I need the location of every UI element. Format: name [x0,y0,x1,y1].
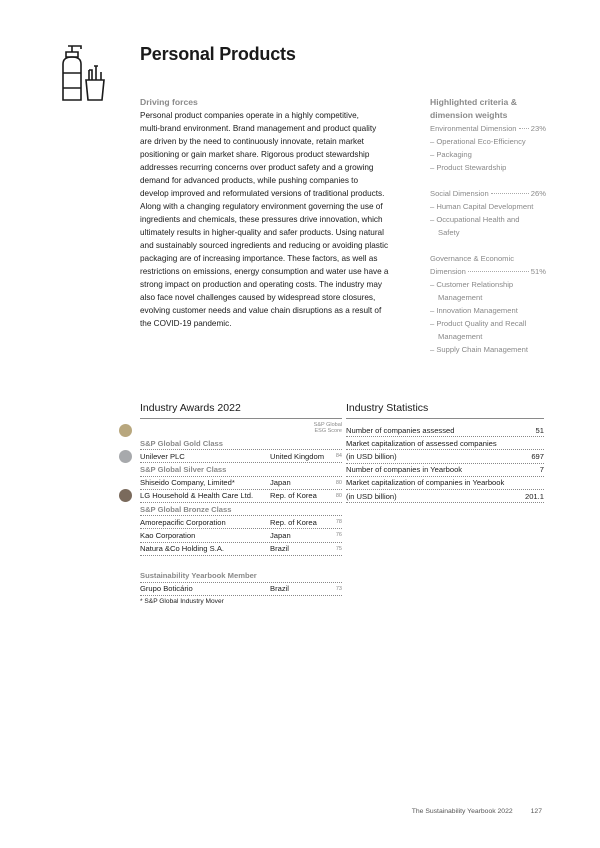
driving-forces-line: Along with a changing regulatory environment governing the use of [140,202,383,211]
award-score: 76 [335,532,342,539]
driving-forces-line: ultimately results in higher-quality and safer products. Using natural [140,228,384,237]
table-row [140,490,342,503]
stat-label: Market capitalization of assessed companies [346,438,497,448]
table-row [346,464,544,477]
driving-forces-line: positioning or gain market share. Rigorous product stewardship [140,150,370,159]
award-country: Rep. of Korea [270,517,317,527]
driving-forces-line: strong impact on production and operating costs. The industry may [140,280,382,289]
env-item: – Operational Eco-Efficiency [430,137,526,146]
gov-item: – Product Quality and Recall [430,319,527,328]
awards-table [140,437,342,596]
award-company: LG Household & Health Care Ltd. [140,491,254,501]
criteria-heading-1: Highlighted criteria & [430,97,517,107]
stat-label: Number of companies assessed [346,425,455,435]
gold-medal-icon [119,424,132,437]
driving-forces-line: and sustainably sourced ingredients and reducing or avoiding plastic [140,241,389,250]
gov-item: – Supply Chain Management [430,345,528,354]
award-score: 73 [335,585,342,592]
award-score: 80 [335,479,342,486]
table-row [140,529,342,542]
soc-item: – Human Capital Development [430,202,534,211]
table-row [346,490,544,503]
criteria-heading-2: dimension weights [430,110,508,120]
statistics-table [346,424,544,503]
award-company: Shiseido Company, Limited* [140,478,235,488]
award-country: Brazil [270,584,289,594]
highlighted-criteria [430,96,546,356]
award-country: Japan [270,478,291,488]
page-number: 127 [530,808,542,815]
table-row [346,437,544,450]
table-row [140,543,342,556]
driving-forces-line: develop improved and reformulated versions of traditional products. [140,189,385,198]
driving-forces-line: demand for advanced products, while pushing companies to [140,176,359,185]
award-company: Kao Corporation [140,530,196,540]
stat-value: 51 [535,425,544,435]
gov-dimension-label-2: Dimension [430,267,466,276]
table-row [140,450,342,463]
award-company: Amorepacific Corporation [140,517,226,527]
yearbook-member-label: Sustainability Yearbook Member [140,570,342,583]
award-company: Grupo Boticário [140,584,193,594]
driving-forces-line: addresses recurring concerns over product safety and a growing [140,163,374,172]
award-company: Unilever PLC [140,451,185,461]
silver-class-label: S&P Global Silver Class [140,463,342,476]
silver-medal-icon [119,450,132,463]
industry-statistics-title: Industry Statistics [346,402,429,414]
soc-dimension-label: Social Dimension [430,189,489,198]
industry-awards-panel [140,402,342,596]
footnote: * S&P Global Industry Mover [140,598,224,605]
soc-item-cont: Safety [438,228,460,237]
driving-forces-section [140,96,418,330]
env-dimension-weight: 23% [530,124,546,133]
driving-forces-body [140,109,418,330]
award-company: Natura &Co Holding S.A. [140,544,224,554]
stat-value: 697 [531,451,544,461]
driving-forces-line: also face novel challenges caused by widespread store closures, [140,293,376,302]
personal-products-icon [50,42,110,104]
stat-label: (in USD billion) [346,491,397,501]
soc-dimension-weight: 26% [530,189,546,198]
table-row [140,477,342,490]
driving-forces-line: the COVID-19 pandemic. [140,319,232,328]
award-country: Brazil [270,544,289,554]
soc-item: – Occupational Health and [430,215,520,224]
gov-dimension-row [430,265,546,278]
gov-dimension-weight: 51% [530,267,546,276]
page-footer [412,808,542,815]
industry-awards-title: Industry Awards 2022 [140,402,241,414]
award-country: Japan [270,530,291,540]
gov-dimension-label-1: Governance & Economic [430,254,514,263]
award-score: 75 [335,545,342,552]
bronze-medal-icon [119,489,132,502]
env-item: – Product Stewardship [430,163,507,172]
stat-label: Market capitalization of companies in Yearbook [346,478,505,488]
bronze-class-label: S&P Global Bronze Class [140,503,342,516]
soc-dimension-row [430,187,546,200]
driving-forces-heading: Driving forces [140,97,198,107]
driving-forces-line: restrictions on emissions, energy consumption and water use have a [140,267,389,276]
driving-forces-line: evolving customer needs and value chain disruptions as a result of [140,306,382,315]
table-row [140,583,342,596]
gov-item-cont: Management [438,293,483,302]
award-score: 80 [335,492,342,499]
table-row [346,450,544,463]
award-country: United Kingdom [270,451,325,461]
stat-label: Number of companies in Yearbook [346,465,463,475]
gov-item: – Customer Relationship [430,280,514,289]
driving-forces-line: multi-brand environment. Brand management and product quality [140,124,377,133]
env-dimension-row [430,122,546,135]
award-score: 78 [335,519,342,526]
page-title: Personal Products [140,44,296,64]
footer-text: The Sustainability Yearbook 2022 [411,808,513,815]
gov-item-cont: Management [438,332,483,341]
gold-class-label: S&P Global Gold Class [140,437,342,450]
industry-statistics-panel [346,402,544,503]
driving-forces-line: ingredients and chemicals, these pressures drive innovation, which [140,215,383,224]
esg-score-header: S&P Global ESG Score [313,422,342,434]
table-row [346,477,544,490]
award-score: 84 [335,453,342,460]
gov-item: – Innovation Management [430,306,518,315]
award-country: Rep. of Korea [270,491,317,501]
driving-forces-line: are driven by the need to continuously innovate, retain market [140,137,364,146]
driving-forces-line: packaging are of increasing importance. These factors, as well as [140,254,378,263]
stat-value: 7 [539,465,544,475]
driving-forces-line: Personal product companies operate in a highly competitive, [140,111,359,120]
env-item: – Packaging [430,150,472,159]
stat-label: (in USD billion) [346,451,397,461]
env-dimension-label: Environmental Dimension [430,124,517,133]
table-row [346,424,544,437]
table-row [140,516,342,529]
stat-value: 201.1 [524,491,544,501]
